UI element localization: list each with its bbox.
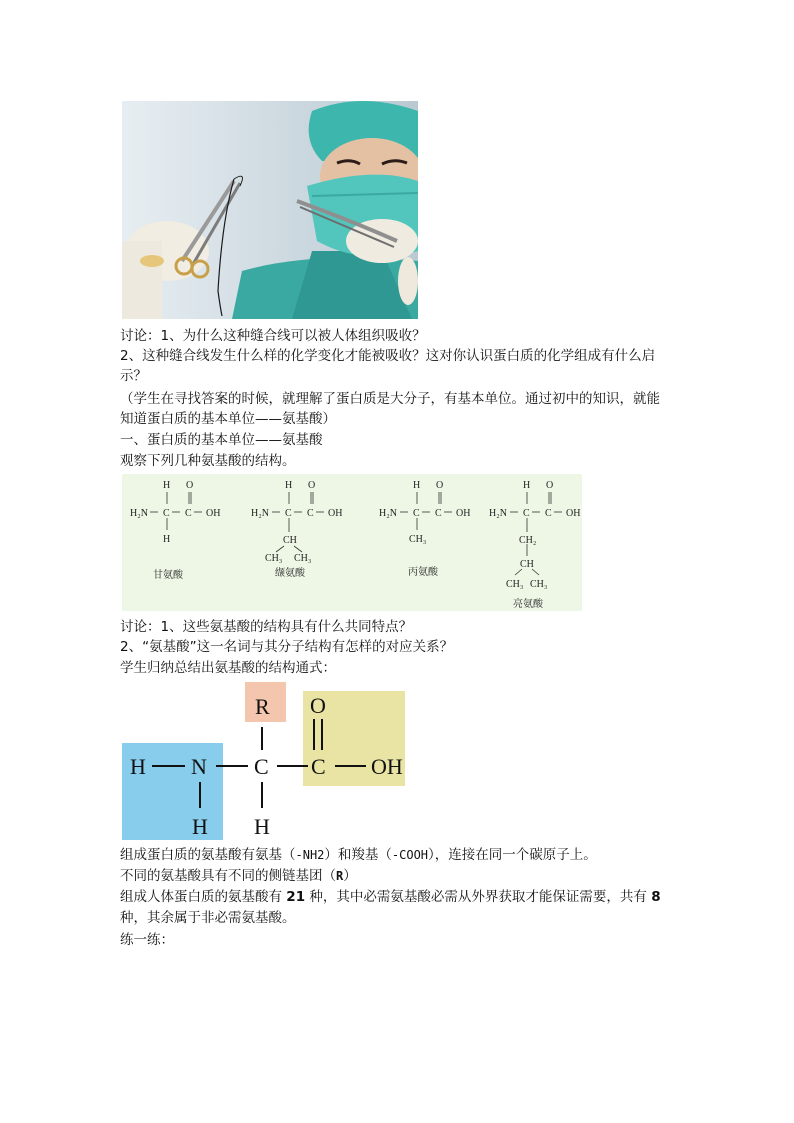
leucine-h-top: H [523,480,531,491]
discussion2-question-1: 讨论：1、这些氨基酸的结构具有什么共同特点？ [120,619,413,635]
valine-oh: OH [328,508,343,519]
discussion-question-2-line2: 示？ [120,368,147,384]
surgeon-holding-suture-photo [122,101,418,319]
general-formula-diagram [120,682,410,842]
leucine-c-alpha: C [523,508,530,519]
conclusion-text: 种，其中必需氨基酸必需从外界获取才能保证需要，共有 [305,889,652,905]
practice-heading: 练一练： [120,932,174,948]
alanine-c-carboxyl: C [435,508,442,519]
conclusion-text: 组成人体蛋白质的氨基酸有 [120,889,287,905]
amino-acid-structures-diagram [122,474,582,611]
hydroxyl-oh: OH [371,754,403,779]
leucine-nh2: H₂N [489,508,507,519]
glycine-side-chain: H [163,534,171,545]
surgeon-photo [122,101,418,319]
conclusion-text: ），连接在同一个碳原子上。 [428,847,597,863]
leucine-ch3-left: CH₃ [506,579,524,590]
conclusion-line-4: 种，其余属于非必需氨基酸。 [120,910,296,926]
conclusion-text: ） [343,868,357,884]
leucine-ch: CH [520,559,534,570]
teacher-note-line1: （学生在寻找答案的时候，就理解了蛋白质是大分子，有基本单位。通过初中的知识，就能 [120,391,660,407]
observe-instruction: 观察下列几种氨基酸的结构。 [120,453,296,469]
valine-c-alpha: C [285,508,292,519]
side-chain-r: R [255,694,270,719]
glycine-o: O [186,480,194,491]
alanine-nh2: H₂N [379,508,397,519]
valine-nh2: H₂N [251,508,269,519]
glycine-c-alpha: C [163,508,170,519]
amino-acid-structures-panel [122,474,582,611]
conclusion-text: 组成蛋白质的氨基酸有氨基（ [120,847,296,863]
valine-ch3-left: CH₃ [265,553,283,564]
alanine-c-alpha: C [413,508,420,519]
side-chain-symbol: R [336,869,344,883]
glycine-h-top: H [163,480,171,491]
glycine-name: 甘氨酸 [153,570,183,581]
conclusion-line-3 [120,887,661,907]
amino-h-bottom: H [192,814,208,839]
valine-c-carboxyl: C [307,508,314,519]
leucine-ch3-right: CH₃ [530,579,548,590]
conclusion-text: 不同的氨基酸具有不同的侧链基团（ [120,868,336,884]
valine-h-top: H [285,480,293,491]
discussion2-question-2: 2、“氨基酸”这一名词与其分子结构有怎样的对应关系？ [120,639,454,655]
amino-acid-count: 21 [286,889,306,905]
discussion-question-1: 讨论：1、为什么这种缝合线可以被人体组织吸收？ [120,328,426,344]
teacher-note-line2: 知道蛋白质的基本单位——氨基酸） [120,411,336,427]
valine-name: 缬氨酸 [275,568,305,579]
essential-amino-acid-count: 8 [651,889,661,905]
conclusion-line-1 [120,845,597,865]
glycine-nh2: H₂N [130,508,148,519]
leucine-ch2: CH₂ [519,535,537,546]
leucine-o: O [546,480,554,491]
alanine-side-chain: CH₃ [409,534,427,545]
carbonyl-o: O [310,693,326,718]
leucine-c-carboxyl: C [545,508,552,519]
alpha-carbon: C [254,754,269,779]
amino-group-formula: -NH2 [295,848,325,862]
valine-ch: CH [283,535,297,546]
section-heading: 一、蛋白质的基本单位——氨基酸 [120,432,323,448]
amino-h-left: H [130,754,146,779]
leucine-oh: OH [566,508,581,519]
conclusion-line-2 [120,866,357,886]
carboxyl-group-formula: -COOH [391,848,429,862]
carboxyl-carbon: C [311,754,326,779]
alanine-name: 丙氨酸 [408,567,438,578]
leucine-name: 亮氨酸 [513,599,543,610]
valine-o: O [308,480,316,491]
structure-summary-intro: 学生归纳总结出氨基酸的结构通式： [120,660,336,676]
conclusion-text: ）和羧基（ [324,847,392,863]
glycine-c-carboxyl: C [185,508,192,519]
alanine-h-top: H [413,480,421,491]
discussion-question-2-line1: 2、这种缝合线发生什么样的化学变化才能被吸收？这对你认识蛋白质的化学组成有什么启 [120,348,656,364]
alanine-o: O [436,480,444,491]
amino-acid-general-formula [120,682,410,842]
alpha-h-bottom: H [254,814,270,839]
glycine-oh: OH [206,508,221,519]
amino-n: N [191,754,207,779]
alanine-oh: OH [456,508,471,519]
valine-ch3-right: CH₃ [294,553,312,564]
